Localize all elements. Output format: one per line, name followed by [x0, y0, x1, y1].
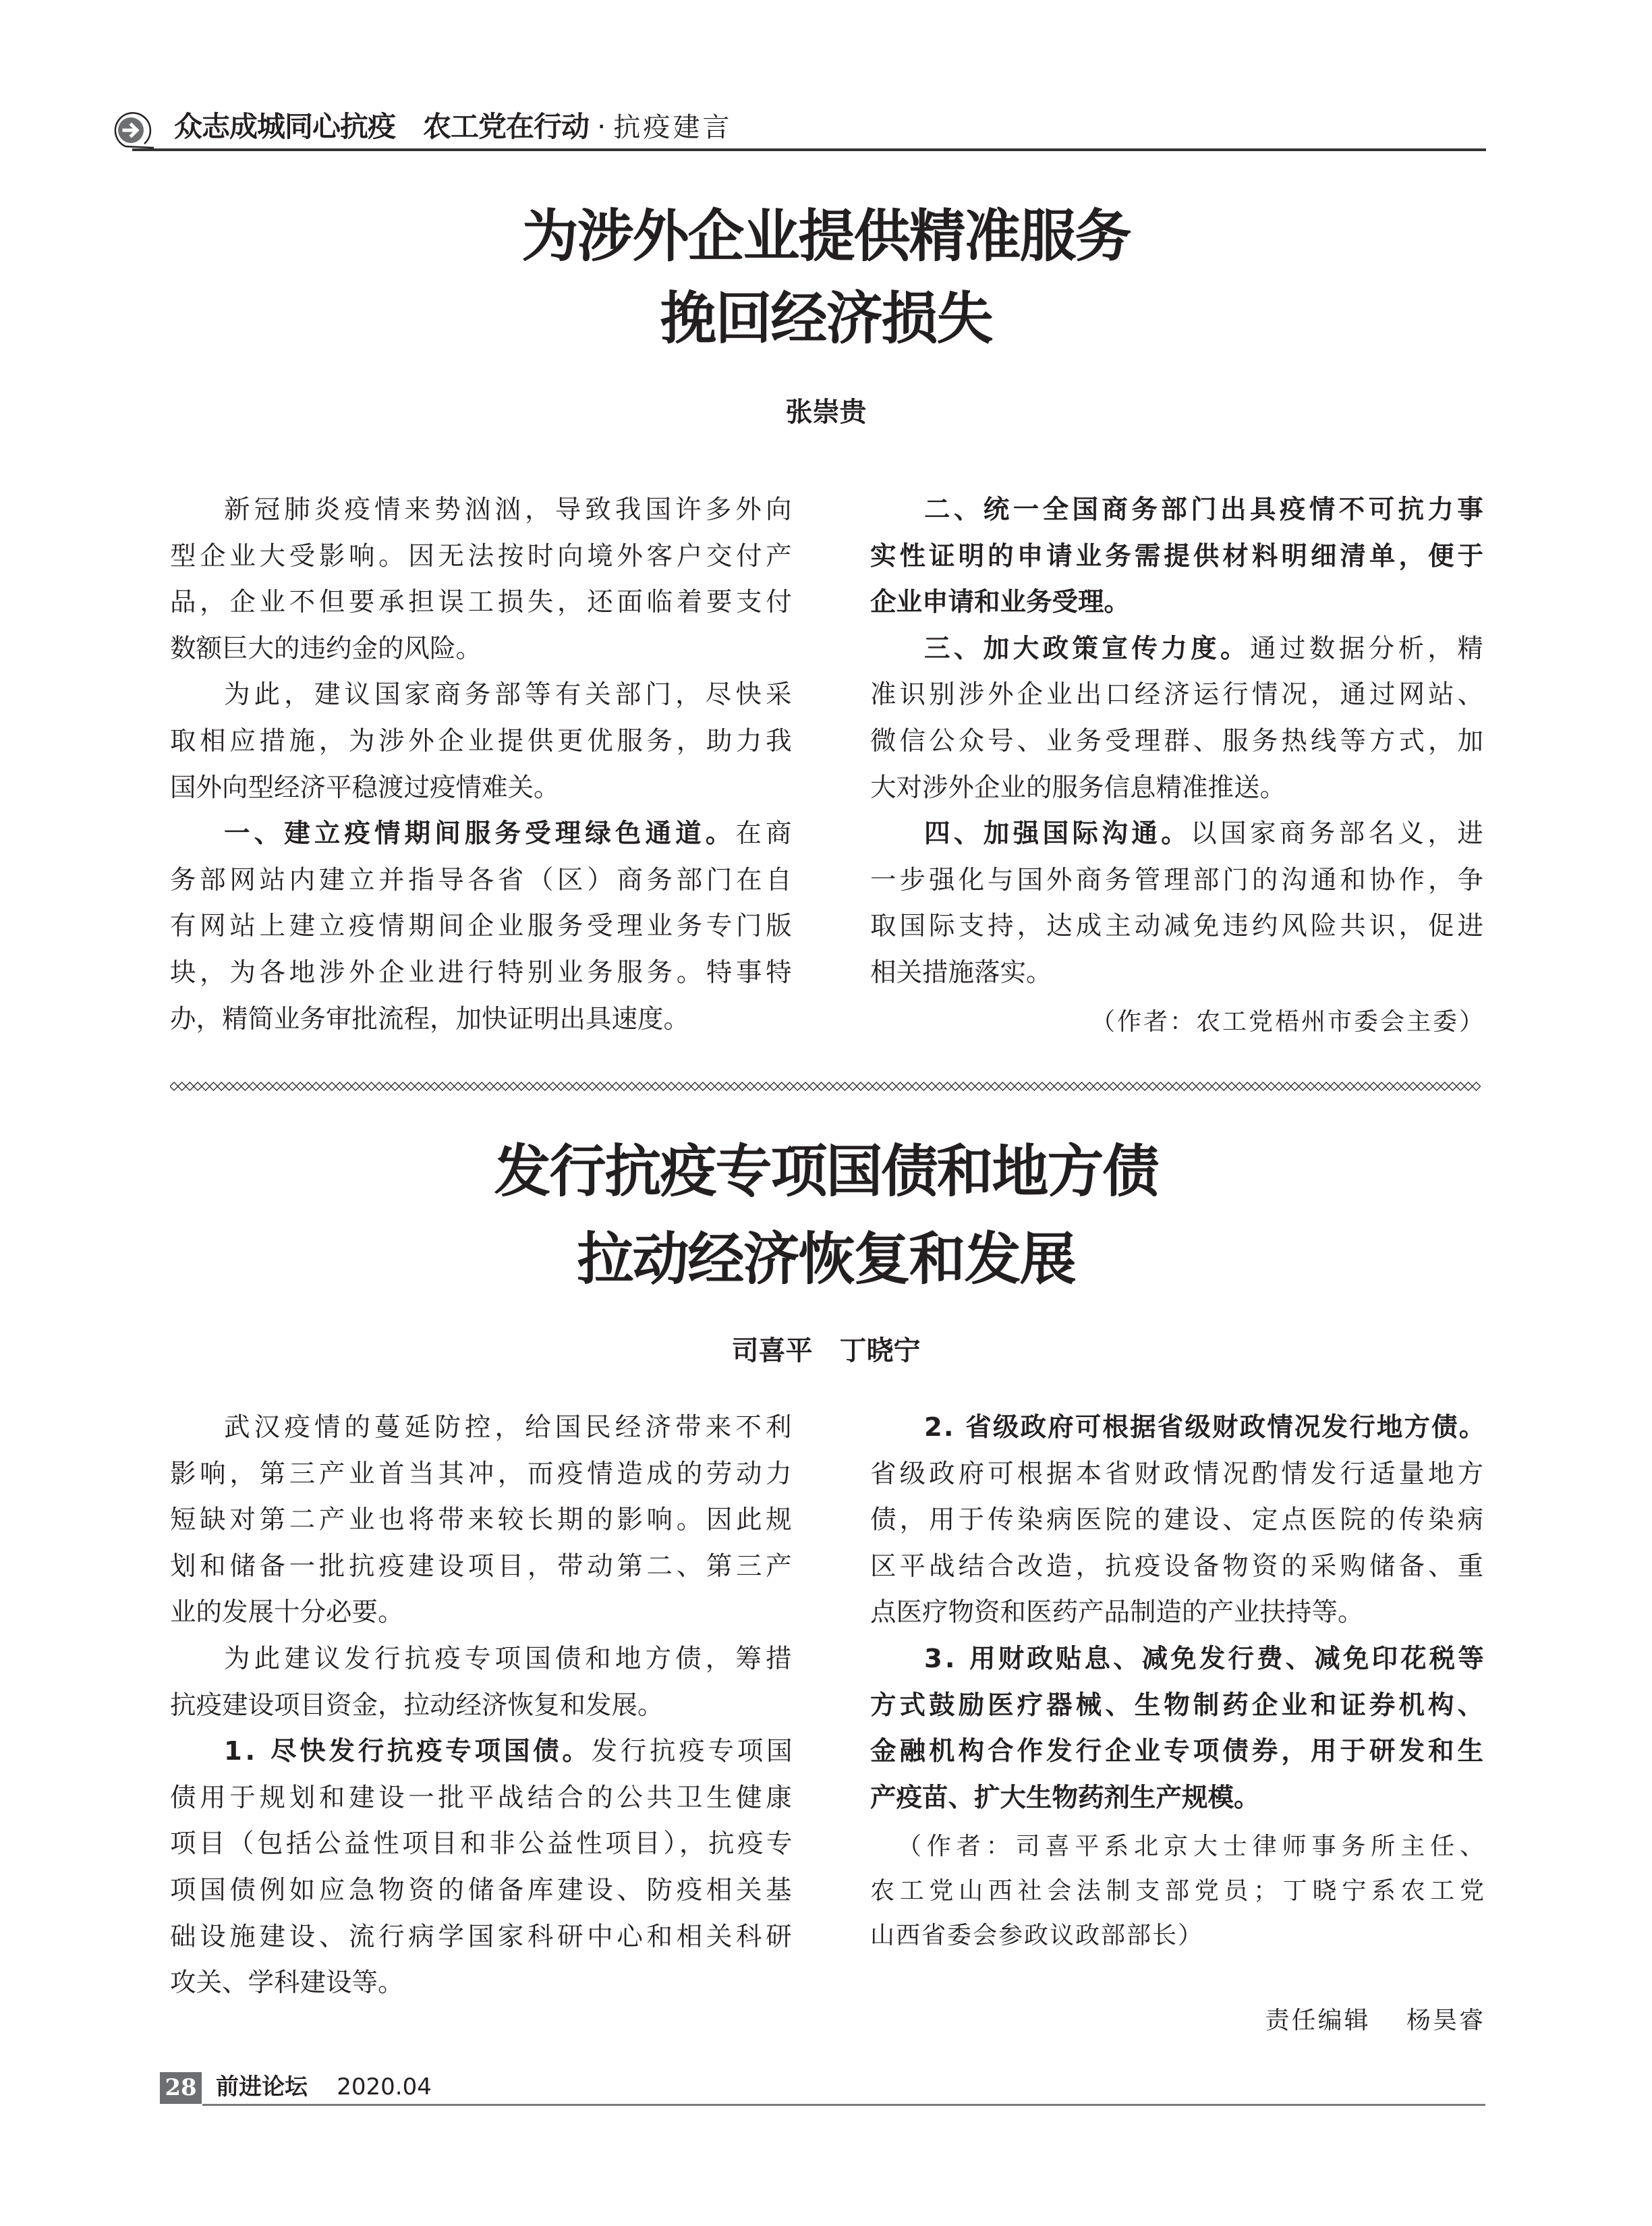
- divider-diamond: [1267, 1082, 1275, 1090]
- divider-diamond: [549, 1082, 557, 1090]
- article1-title-line2: 挽回经济损失: [660, 285, 992, 352]
- body-text: 发行抗疫专项国: [591, 1736, 796, 1767]
- divider-diamond: [801, 1082, 809, 1090]
- divider-diamond: [194, 1082, 202, 1090]
- text-line: [224, 1408, 794, 1448]
- divider-diamond: [1386, 1082, 1394, 1090]
- divider-diamond: [778, 1082, 786, 1090]
- divider-diamond: [494, 1082, 502, 1090]
- divider-diamond: [517, 1082, 525, 1090]
- divider-diamond: [754, 1082, 762, 1090]
- divider-diamond: [264, 1082, 273, 1090]
- divider-diamond: [178, 1082, 186, 1090]
- divider-diamond: [1228, 1082, 1236, 1090]
- divider-diamond: [833, 1082, 841, 1090]
- divider-diamond: [691, 1082, 699, 1090]
- body-text: 取国际支持，达成主动减免违约风险共识，促进: [870, 911, 1487, 942]
- body-text: 新冠肺炎疫情来势汹汹，导致我国许多外向: [224, 495, 796, 525]
- divider-diamond: [525, 1082, 534, 1090]
- divider-diamond: [944, 1082, 952, 1090]
- divider-diamond: [1102, 1082, 1110, 1090]
- divider-diamond: [628, 1082, 636, 1090]
- text-line: [170, 1454, 794, 1495]
- text-line: [170, 629, 794, 669]
- bold-lead: 方式鼓励医疗器械、生物制药企业和证券机构、: [870, 1690, 1487, 1721]
- divider-diamond: [920, 1082, 928, 1090]
- divider-diamond: [872, 1082, 880, 1090]
- body-text: 划和储备一批抗疫建设项目，带动第二、第三产: [170, 1551, 796, 1582]
- divider-diamond: [904, 1082, 912, 1090]
- divider-diamond: [1085, 1082, 1093, 1090]
- divider-diamond: [959, 1082, 967, 1090]
- divider-diamond: [817, 1082, 825, 1090]
- text-line: [170, 906, 794, 947]
- body-text: 省级政府可根据本省财政情况酌情发行适量地方: [870, 1458, 1487, 1489]
- text-line: [870, 1454, 1485, 1495]
- section-title: 众志成城同心抗疫 农工党在行动: [174, 110, 590, 143]
- text-line: [170, 536, 794, 577]
- body-text: 一步强化与国外商务管理部门的沟通和协作，争: [870, 864, 1487, 895]
- divider-diamond: [1354, 1082, 1362, 1090]
- body-text: 短缺对第二产业也将带来较长期的影响。因此规: [170, 1505, 796, 1536]
- text-line: [924, 814, 1485, 854]
- divider-diamond: [304, 1082, 312, 1090]
- text-line: [224, 675, 794, 715]
- divider-diamond: [967, 1082, 975, 1090]
- text-line: [870, 1686, 1485, 1726]
- divider-diamond: [1117, 1082, 1125, 1090]
- divider-diamond: [659, 1082, 667, 1090]
- section-subtitle: 抗疫建言: [613, 112, 733, 143]
- divider-diamond: [699, 1082, 707, 1090]
- body-text: 办，精简业务审批流程，加快证明出具速度。: [170, 1003, 690, 1034]
- divider-diamond: [1243, 1082, 1251, 1090]
- divider-diamond: [470, 1082, 478, 1090]
- divider-diamond: [896, 1082, 904, 1090]
- text-line: [224, 814, 794, 854]
- divider-diamond: [422, 1082, 430, 1090]
- divider-diamond: [975, 1082, 983, 1090]
- text-line: [924, 1408, 1485, 1448]
- divider-diamond: [1251, 1082, 1259, 1090]
- divider-diamond: [675, 1082, 683, 1090]
- divider-diamond: [683, 1082, 691, 1090]
- divider-diamond: [731, 1082, 739, 1090]
- text-line: [924, 1639, 1485, 1679]
- divider-diamond: [1023, 1082, 1031, 1090]
- text-line: [170, 999, 794, 1040]
- text-line: [870, 768, 1485, 808]
- divider-diamond: [841, 1082, 849, 1090]
- divider-diamond: [1338, 1082, 1346, 1090]
- body-text: 大对涉外企业的服务信息精准推送。: [870, 772, 1286, 803]
- divider-diamond: [1330, 1082, 1338, 1090]
- text-line: [170, 1547, 794, 1587]
- divider-diamond: [1283, 1082, 1291, 1090]
- divider-diamond: [257, 1082, 265, 1090]
- running-header: [174, 108, 732, 146]
- article2-title-line1: 发行抗疫专项国债和地方债: [494, 1138, 1158, 1204]
- divider-diamond: [565, 1082, 573, 1090]
- divider-diamond: [722, 1082, 731, 1090]
- divider-diamond: [888, 1082, 896, 1090]
- text-line: [170, 721, 794, 762]
- body-text: 数额巨大的违约金的风险。: [170, 633, 482, 664]
- text-line: [870, 675, 1485, 715]
- divider-diamond: [1038, 1082, 1046, 1090]
- body-text: 抗疫建设项目资金，拉动经济恢复和发展。: [170, 1690, 664, 1721]
- bold-lead: 2. 省级政府可根据省级财政情况发行地方债。: [924, 1412, 1487, 1443]
- divider-diamond: [1464, 1082, 1473, 1090]
- divider-diamond: [1093, 1082, 1102, 1090]
- text-line: [170, 1686, 794, 1726]
- body-text: 型企业大受影响。因无法按时向境外客户交付产: [170, 540, 796, 572]
- divider-diamond: [399, 1082, 407, 1090]
- divider-diamond: [991, 1082, 999, 1090]
- text-line: [870, 582, 1485, 623]
- divider-diamond: [588, 1082, 596, 1090]
- divider-diamond: [1141, 1082, 1149, 1090]
- text-line: [224, 490, 794, 530]
- divider-diamond: [533, 1082, 541, 1090]
- body-text: 国外向型经济平稳渡过疫情难关。: [170, 772, 560, 803]
- article1-author: 张崇贵: [785, 397, 867, 428]
- author-note-line: 农工党山西社会法制支部党员；丁晓宁系农工党: [870, 1877, 1485, 1905]
- bold-lead: 金融机构合作发行企业专项债券，用于研发和生: [870, 1736, 1487, 1767]
- body-text: 项目（包括公益性项目和非公益性项目），抗疫专: [170, 1829, 796, 1860]
- page-number: 28: [160, 2072, 202, 2104]
- bold-lead: 实性证明的申请业务需提供材料明细清单，便于: [870, 540, 1487, 572]
- bold-lead: 二、统一全国商务部门出具疫情不可抗力事: [924, 495, 1487, 525]
- divider-diamond: [368, 1082, 376, 1090]
- divider-diamond: [1196, 1082, 1204, 1090]
- divider-diamond: [296, 1082, 304, 1090]
- divider-diamond: [983, 1082, 991, 1090]
- divider-diamond: [1401, 1082, 1409, 1090]
- divider-diamond: [336, 1082, 344, 1090]
- body-text: 以国家商务部名义，进: [1191, 818, 1487, 850]
- divider-diamond: [430, 1082, 438, 1090]
- body-text: 通过数据分析，精: [1249, 633, 1487, 664]
- divider-diamond: [186, 1082, 194, 1090]
- divider-diamond: [667, 1082, 675, 1090]
- article2-title-line2: 拉动经济恢复和发展: [577, 1226, 1075, 1292]
- divider-diamond: [746, 1082, 754, 1090]
- divider-diamond: [1220, 1082, 1228, 1090]
- body-text: 债，用于传染病医院的建设、定点医院的传染病: [870, 1505, 1487, 1536]
- divider-diamond: [1164, 1082, 1172, 1090]
- divider-diamond: [604, 1082, 613, 1090]
- divider-diamond: [1236, 1082, 1244, 1090]
- divider-diamond: [999, 1082, 1007, 1090]
- divider-diamond: [233, 1082, 241, 1090]
- divider-diamond: [1259, 1082, 1268, 1090]
- divider-diamond: [1062, 1082, 1070, 1090]
- body-text: 准识别涉外企业出口经济运行情况，通过网站、: [870, 679, 1487, 711]
- editor-name: 杨昊睿: [1406, 2007, 1485, 2034]
- divider-diamond: [1456, 1082, 1464, 1090]
- body-text: 在商: [735, 818, 796, 850]
- header-rule: [132, 148, 1486, 151]
- divider-diamond: [1290, 1082, 1299, 1090]
- text-line: [170, 1917, 794, 1957]
- divider-diamond: [793, 1082, 801, 1090]
- divider-diamond: [1015, 1082, 1023, 1090]
- bold-lead: 1. 尽快发行抗疫专项国债。: [224, 1736, 592, 1767]
- text-line: [170, 1870, 794, 1911]
- divider-diamond: [1409, 1082, 1417, 1090]
- divider-diamond: [360, 1082, 368, 1090]
- text-line: [224, 1731, 794, 1772]
- body-text: 武汉疫情的蔓延防控，给国民经济带来不利: [224, 1412, 796, 1443]
- divider-diamond: [612, 1082, 620, 1090]
- divider-diamond: [1346, 1082, 1354, 1090]
- divider-diamond: [1473, 1082, 1481, 1090]
- text-line: [170, 1778, 794, 1818]
- divider-diamond: [912, 1082, 920, 1090]
- issue-number: 2020.04: [337, 2074, 432, 2100]
- body-text: 为此，建议国家商务部等有关部门，尽快采: [224, 679, 796, 711]
- bold-lead: 三、加大政策宣传力度。: [924, 633, 1250, 664]
- bold-lead: 3. 用财政贴息、减免发行费、减免印花税等: [924, 1644, 1487, 1674]
- bold-lead: 一、建立疫情期间服务受理绿色通道。: [224, 818, 736, 850]
- bold-lead: 四、加强国际沟通。: [924, 818, 1191, 850]
- divider-diamond: [1109, 1082, 1117, 1090]
- divider-diamond: [849, 1082, 857, 1090]
- text-line: [870, 536, 1485, 577]
- arrow-right-circle-icon: [111, 110, 154, 152]
- divider-diamond: [1369, 1082, 1377, 1090]
- body-text: 影响，第三产业首当其冲，而疫情造成的劳动力: [170, 1458, 796, 1489]
- text-line: [170, 953, 794, 993]
- divider-diamond: [1322, 1082, 1330, 1090]
- divider-diamond: [1394, 1082, 1402, 1090]
- divider-diamond: [1307, 1082, 1315, 1090]
- divider-diamond: [241, 1082, 249, 1090]
- body-text: 项国债例如应急物资的储备库建设、防疫相关基: [170, 1875, 796, 1905]
- divider-diamond: [478, 1082, 486, 1090]
- divider-diamond: [1315, 1082, 1323, 1090]
- text-line: [170, 860, 794, 901]
- text-line: [870, 1731, 1485, 1772]
- footer-publication: [216, 2071, 432, 2103]
- divider-diamond: [644, 1082, 652, 1090]
- text-line: [170, 1592, 794, 1633]
- divider-diamond: [281, 1082, 289, 1090]
- divider-diamond: [1362, 1082, 1370, 1090]
- divider-diamond: [1157, 1082, 1165, 1090]
- text-line: [870, 860, 1485, 901]
- header-separator: ·: [597, 110, 606, 143]
- divider-diamond: [635, 1082, 644, 1090]
- text-line: [170, 1824, 794, 1864]
- author-note-line: （作者：司喜平系北京大士律师事务所主任、: [897, 1833, 1485, 1860]
- divider-diamond: [391, 1082, 399, 1090]
- divider-diamond: [1125, 1082, 1133, 1090]
- divider-diamond: [249, 1082, 257, 1090]
- text-line: [170, 1963, 794, 2003]
- divider-diamond: [541, 1082, 549, 1090]
- article1-author-note: （作者：农工党梧州市委会主委）: [1090, 1008, 1485, 1036]
- divider-diamond: [596, 1082, 604, 1090]
- divider-diamond: [1172, 1082, 1180, 1090]
- divider-diamond: [486, 1082, 494, 1090]
- divider-diamond: [707, 1082, 715, 1090]
- divider-diamond: [225, 1082, 233, 1090]
- editor-credit: [870, 1960, 1485, 2034]
- divider-diamond: [1204, 1082, 1212, 1090]
- editor-label: 责任编辑: [1265, 2007, 1371, 2034]
- divider-diamond: [1299, 1082, 1307, 1090]
- divider-diamond: [383, 1082, 391, 1090]
- divider-diamond: [1149, 1082, 1157, 1090]
- text-line: [170, 1500, 794, 1540]
- divider-diamond: [1448, 1082, 1456, 1090]
- divider-diamond: [1046, 1082, 1054, 1090]
- body-text: 品，企业不但要承担误工损失，还面临着要支付: [170, 587, 796, 618]
- body-text: 点医疗物资和医药产品制造的产业扶持等。: [870, 1597, 1364, 1628]
- divider-diamond: [936, 1082, 944, 1090]
- divider-diamond: [620, 1082, 628, 1090]
- body-text: 相关措施落实。: [870, 957, 1052, 988]
- body-text: 攻关、学科建设等。: [170, 1968, 404, 1999]
- divider-diamond: [1275, 1082, 1283, 1090]
- divider-diamond: [580, 1082, 588, 1090]
- divider-diamond: [1425, 1082, 1433, 1090]
- divider-diamond: [217, 1082, 225, 1090]
- divider-diamond: [1180, 1082, 1189, 1090]
- divider-diamond: [501, 1082, 509, 1090]
- divider-diamond: [375, 1082, 383, 1090]
- divider-diamond: [415, 1082, 423, 1090]
- divider-diamond: [825, 1082, 833, 1090]
- divider-diamond: [865, 1082, 873, 1090]
- text-line: [870, 906, 1485, 947]
- divider-diamond: [447, 1082, 455, 1090]
- divider-diamond: [1417, 1082, 1425, 1090]
- body-text: 取相应措施，为涉外企业提供更优服务，助力我: [170, 726, 796, 756]
- body-text: 为此建议发行抗疫专项国债和地方债，筹措: [224, 1644, 796, 1674]
- divider-diamond: [509, 1082, 517, 1090]
- diamond-divider: [170, 1080, 1485, 1092]
- divider-diamond: [1441, 1082, 1449, 1090]
- body-text: 债用于规划和建设一批平战结合的公共卫生健康: [170, 1782, 796, 1813]
- divider-diamond: [202, 1082, 210, 1090]
- divider-diamond: [351, 1082, 360, 1090]
- divider-diamond: [407, 1082, 415, 1090]
- divider-diamond: [328, 1082, 336, 1090]
- divider-diamond: [1054, 1082, 1062, 1090]
- divider-diamond: [438, 1082, 447, 1090]
- divider-diamond: [928, 1082, 936, 1090]
- divider-diamond: [1212, 1082, 1220, 1090]
- text-line: [870, 1500, 1485, 1540]
- footer-rule: [202, 2104, 1485, 2106]
- text-line: [870, 1592, 1485, 1633]
- text-line: [870, 721, 1485, 762]
- body-text: 务部网站内建立并指导各省（区）商务部门在自: [170, 864, 796, 895]
- text-line: [870, 1547, 1485, 1587]
- divider-diamond: [573, 1082, 581, 1090]
- article2-author-note: [870, 1827, 1485, 1961]
- divider-diamond: [320, 1082, 328, 1090]
- divider-diamond: [714, 1082, 722, 1090]
- divider-diamond: [738, 1082, 746, 1090]
- text-line: [924, 490, 1485, 530]
- text-line: [924, 629, 1485, 669]
- divider-diamond: [809, 1082, 818, 1090]
- divider-diamond: [1133, 1082, 1141, 1090]
- divider-diamond: [1070, 1082, 1078, 1090]
- divider-diamond: [454, 1082, 462, 1090]
- text-line: [170, 582, 794, 623]
- divider-diamond: [273, 1082, 281, 1090]
- divider-diamond: [210, 1082, 218, 1090]
- divider-diamond: [762, 1082, 770, 1090]
- bold-lead: 产疫苗、扩大生物药剂生产规模。: [870, 1782, 1260, 1813]
- author-note-line: 山西省委会参政议政部部长）: [870, 1922, 1204, 1949]
- divider-diamond: [1006, 1082, 1015, 1090]
- text-line: [870, 953, 1485, 993]
- divider-diamond: [951, 1082, 959, 1090]
- body-text: 微信公众号、业务受理群、服务热线等方式，加: [870, 726, 1487, 756]
- body-text: 块，为各地涉外企业进行特别业务服务。特事特: [170, 957, 796, 988]
- magazine-name: 前进论坛: [216, 2074, 308, 2100]
- body-text: 业的发展十分必要。: [170, 1597, 404, 1628]
- body-text: 有网站上建立疫情期间企业服务受理业务专门版: [170, 911, 796, 942]
- divider-diamond: [289, 1082, 297, 1090]
- divider-diamond: [786, 1082, 794, 1090]
- divider-diamond: [880, 1082, 888, 1090]
- divider-diamond: [170, 1082, 178, 1090]
- divider-diamond: [343, 1082, 351, 1090]
- divider-diamond: [462, 1082, 470, 1090]
- divider-diamond: [857, 1082, 865, 1090]
- divider-diamond: [1078, 1082, 1086, 1090]
- body-text: 区平战结合改造，抗疫设备物资的采购储备、重: [870, 1551, 1487, 1582]
- divider-diamond: [557, 1082, 565, 1090]
- divider-diamond: [1030, 1082, 1038, 1090]
- text-line: [224, 1639, 794, 1679]
- divider-diamond: [1433, 1082, 1441, 1090]
- divider-diamond: [1188, 1082, 1196, 1090]
- text-line: [870, 1778, 1485, 1818]
- divider-diamond: [652, 1082, 660, 1090]
- bold-lead: 企业申请和业务受理。: [870, 587, 1131, 618]
- divider-diamond: [770, 1082, 778, 1090]
- article2-authors: 司喜平 丁晓宁: [731, 1335, 921, 1366]
- article1-title-line1: 为涉外企业提供精准服务: [521, 203, 1131, 269]
- divider-diamond: [312, 1082, 320, 1090]
- body-text: 础设施建设、流行病学国家科研中心和相关科研: [170, 1921, 796, 1952]
- text-line: [170, 768, 794, 808]
- divider-diamond: [1377, 1082, 1386, 1090]
